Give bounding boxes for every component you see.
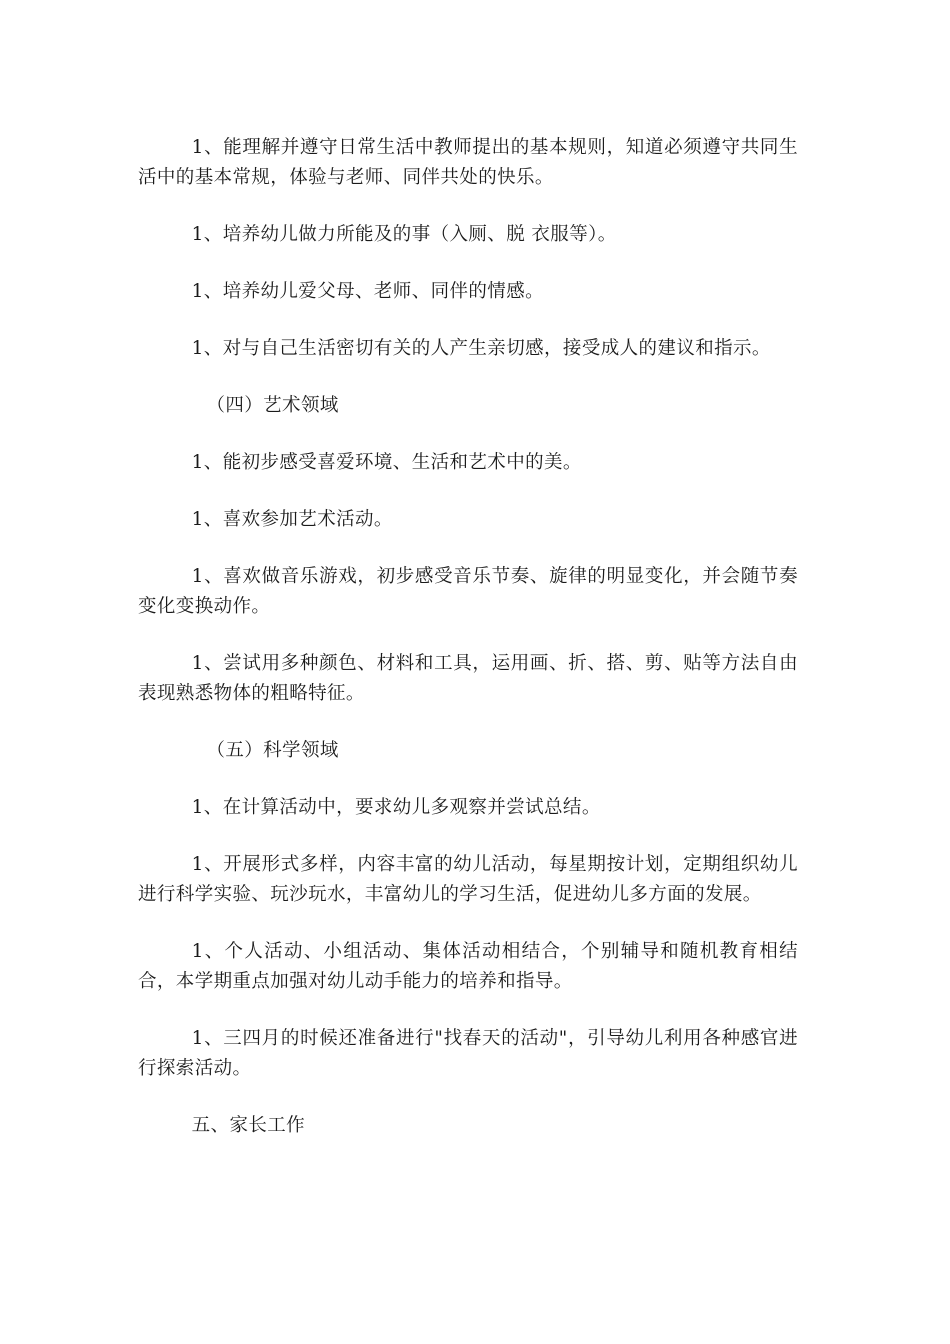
paragraph-diverse-activities: 1、开展形式多样，内容丰富的幼儿活动，每星期按计划，定期组织幼儿进行科学实验、玩沙玩水，丰富幼儿的学习生活，促进幼儿多方面的发展。 (138, 854, 798, 905)
document-body (138, 133, 798, 1168)
paragraph-spring-activity: 1、三四月的时候还准备进行"找春天的活动"，引导幼儿利用各种感官进行探索活动。 (138, 1028, 798, 1079)
paragraph-self-care: 1、培养幼儿做力所能及的事（入厕、脱 衣服等）。 (191, 224, 617, 245)
section-heading-parents: 五、家长工作 (191, 1115, 306, 1136)
section-heading-science: （五）科学领域 (206, 740, 339, 761)
paragraph-calculation: 1、在计算活动中，要求幼儿多观察并尝试总结。 (191, 797, 601, 818)
paragraph-beauty: 1、能初步感受喜爱环境、生活和艺术中的美。 (191, 452, 582, 473)
paragraph-art-activities: 1、喜欢参加艺术活动。 (191, 509, 393, 530)
paragraph-rules: 1、能理解并遵守日常生活中教师提出的基本规则，知道必须遵守共同生活中的基本常规，体验与老师、同伴共处的快乐。 (138, 137, 798, 188)
paragraph-combined-activities: 1、个人活动、小组活动、集体活动相结合，个别辅导和随机教育相结合，本学期重点加强对幼儿动手能力的培养和指导。 (138, 941, 798, 992)
paragraph-intimacy: 1、对与自己生活密切有关的人产生亲切感，接受成人的建议和指示。 (191, 338, 771, 359)
paragraph-music-games: 1、喜欢做音乐游戏，初步感受音乐节奏、旋律的明显变化，并会随节奏变化变换动作。 (138, 566, 798, 617)
paragraph-love-parents: 1、培养幼儿爱父母、老师、同伴的情感。 (191, 281, 545, 302)
paragraph-colors-materials: 1、尝试用多种颜色、材料和工具，运用画、折、搭、剪、贴等方法自由表现熟悉物体的粗略特征。 (138, 653, 798, 704)
section-heading-art: （四）艺术领域 (206, 395, 339, 416)
